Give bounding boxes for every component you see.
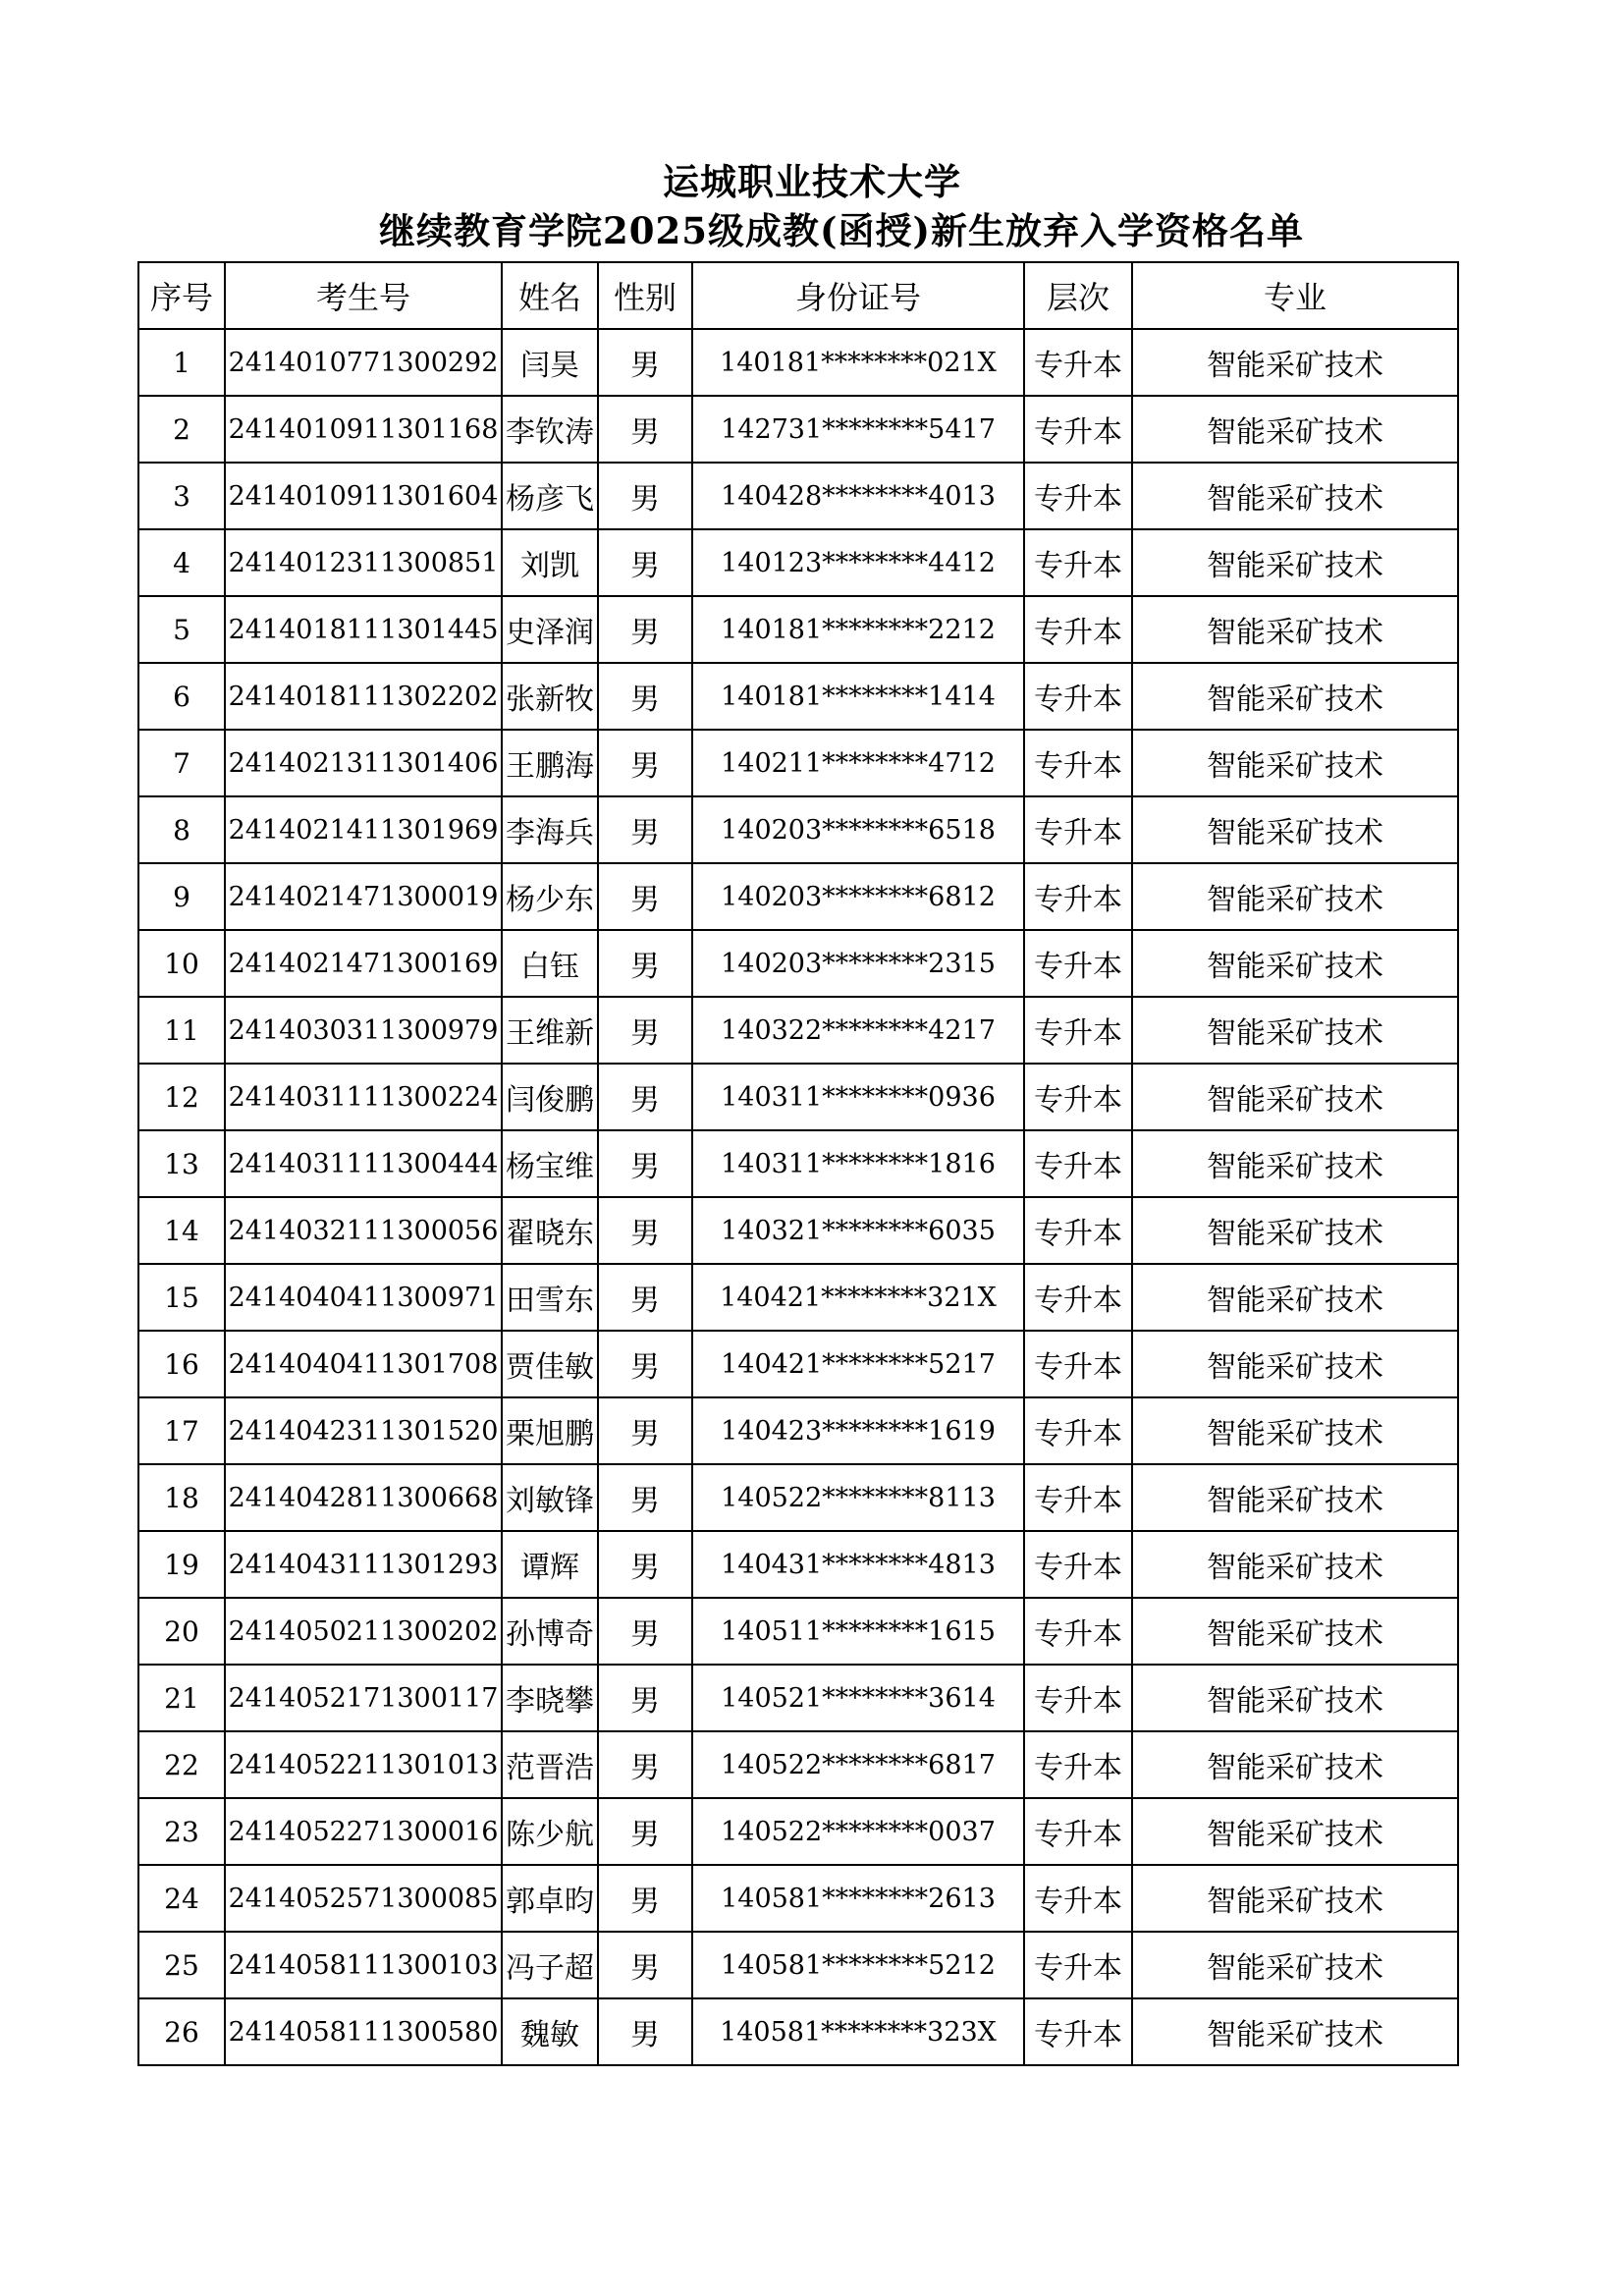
name-cell: 闫昊 — [502, 329, 598, 396]
name-cell: 李钦涛 — [502, 396, 598, 463]
table-row — [138, 1531, 1458, 1598]
gender-cell: 男 — [598, 529, 692, 596]
table-row — [138, 1397, 1458, 1464]
major-cell: 智能采矿技术 — [1132, 1130, 1458, 1197]
id-number-cell: 140521********3614 — [692, 1665, 1024, 1731]
id-number-cell: 140522********6817 — [692, 1731, 1024, 1798]
level-cell: 专升本 — [1024, 1264, 1132, 1331]
level-cell: 专升本 — [1024, 1130, 1132, 1197]
level-cell: 专升本 — [1024, 730, 1132, 796]
serial-cell: 26 — [138, 1998, 225, 2065]
level-cell: 专升本 — [1024, 596, 1132, 663]
major-cell: 智能采矿技术 — [1132, 663, 1458, 730]
exam-number-cell: 2414032111300056 — [225, 1197, 502, 1264]
major-cell: 智能采矿技术 — [1132, 1932, 1458, 1998]
name-cell: 陈少航 — [502, 1798, 598, 1865]
serial-cell: 20 — [138, 1598, 225, 1665]
id-number-cell: 140428********4013 — [692, 463, 1024, 529]
major-cell: 智能采矿技术 — [1132, 1998, 1458, 2065]
table-header — [138, 262, 1458, 329]
exam-number-cell: 2414058111300580 — [225, 1998, 502, 2065]
level-cell: 专升本 — [1024, 1197, 1132, 1264]
major-cell: 智能采矿技术 — [1132, 1531, 1458, 1598]
id-number-cell: 140181********2212 — [692, 596, 1024, 663]
name-cell: 谭辉 — [502, 1531, 598, 1598]
table-row — [138, 1998, 1458, 2065]
serial-cell: 1 — [138, 329, 225, 396]
major-cell: 智能采矿技术 — [1132, 930, 1458, 997]
name-cell: 李海兵 — [502, 796, 598, 863]
gender-cell: 男 — [598, 1064, 692, 1130]
table-row — [138, 930, 1458, 997]
gender-cell: 男 — [598, 1932, 692, 1998]
serial-cell: 18 — [138, 1464, 225, 1531]
id-number-cell: 140203********6518 — [692, 796, 1024, 863]
name-cell: 栗旭鹏 — [502, 1397, 598, 1464]
gender-cell: 男 — [598, 396, 692, 463]
major-cell: 智能采矿技术 — [1132, 1264, 1458, 1331]
serial-cell: 15 — [138, 1264, 225, 1331]
level-cell: 专升本 — [1024, 1331, 1132, 1397]
name-cell: 魏敏 — [502, 1998, 598, 2065]
serial-cell: 6 — [138, 663, 225, 730]
major-cell: 智能采矿技术 — [1132, 396, 1458, 463]
exam-number-cell: 2414010911301604 — [225, 463, 502, 529]
serial-cell: 2 — [138, 396, 225, 463]
major-cell: 智能采矿技术 — [1132, 529, 1458, 596]
table-row — [138, 1665, 1458, 1731]
table-row — [138, 1331, 1458, 1397]
id-number-cell: 140522********8113 — [692, 1464, 1024, 1531]
name-cell: 杨彦飞 — [502, 463, 598, 529]
serial-cell: 11 — [138, 997, 225, 1064]
level-cell: 专升本 — [1024, 930, 1132, 997]
serial-cell: 14 — [138, 1197, 225, 1264]
table-row — [138, 730, 1458, 796]
major-cell: 智能采矿技术 — [1132, 1598, 1458, 1665]
exam-number-cell: 2414018111302202 — [225, 663, 502, 730]
document-title-block — [0, 157, 1624, 255]
level-cell: 专升本 — [1024, 796, 1132, 863]
level-cell: 专升本 — [1024, 997, 1132, 1064]
serial-cell: 22 — [138, 1731, 225, 1798]
id-number-cell: 140581********5212 — [692, 1932, 1024, 1998]
name-cell: 闫俊鹏 — [502, 1064, 598, 1130]
level-cell: 专升本 — [1024, 1397, 1132, 1464]
level-cell: 专升本 — [1024, 463, 1132, 529]
serial-cell: 3 — [138, 463, 225, 529]
serial-cell: 16 — [138, 1331, 225, 1397]
exam-number-cell: 2414030311300979 — [225, 997, 502, 1064]
header-serial: 序号 — [138, 262, 225, 329]
gender-cell: 男 — [598, 329, 692, 396]
id-number-cell: 140511********1615 — [692, 1598, 1024, 1665]
university-title: 运城职业技术大学 — [663, 160, 961, 203]
withdrawal-roster-table — [137, 261, 1459, 2066]
exam-number-cell: 2414042811300668 — [225, 1464, 502, 1531]
level-cell: 专升本 — [1024, 1064, 1132, 1130]
exam-number-cell: 2414040411301708 — [225, 1331, 502, 1397]
name-cell: 张新牧 — [502, 663, 598, 730]
id-number-cell: 140581********2613 — [692, 1865, 1024, 1932]
id-number-cell: 140423********1619 — [692, 1397, 1024, 1464]
name-cell: 白钰 — [502, 930, 598, 997]
gender-cell: 男 — [598, 1331, 692, 1397]
name-cell: 田雪东 — [502, 1264, 598, 1331]
exam-number-cell: 2414010911301168 — [225, 396, 502, 463]
level-cell: 专升本 — [1024, 529, 1132, 596]
gender-cell: 男 — [598, 596, 692, 663]
gender-cell: 男 — [598, 1665, 692, 1731]
id-number-cell: 140522********0037 — [692, 1798, 1024, 1865]
table-row — [138, 1731, 1458, 1798]
gender-cell: 男 — [598, 863, 692, 930]
id-number-cell: 140203********2315 — [692, 930, 1024, 997]
level-cell: 专升本 — [1024, 396, 1132, 463]
serial-cell: 5 — [138, 596, 225, 663]
exam-number-cell: 2414010771300292 — [225, 329, 502, 396]
exam-number-cell: 2414052571300085 — [225, 1865, 502, 1932]
serial-cell: 12 — [138, 1064, 225, 1130]
exam-number-cell: 2414058111300103 — [225, 1932, 502, 1998]
gender-cell: 男 — [598, 1598, 692, 1665]
serial-cell: 23 — [138, 1798, 225, 1865]
gender-cell: 男 — [598, 997, 692, 1064]
serial-cell: 21 — [138, 1665, 225, 1731]
id-number-cell: 140123********4412 — [692, 529, 1024, 596]
table-row — [138, 396, 1458, 463]
name-cell: 王维新 — [502, 997, 598, 1064]
name-cell: 孙博奇 — [502, 1598, 598, 1665]
header-id-number: 身份证号 — [692, 262, 1024, 329]
table-row — [138, 863, 1458, 930]
gender-cell: 男 — [598, 1197, 692, 1264]
gender-cell: 男 — [598, 663, 692, 730]
exam-number-cell: 2414021311301406 — [225, 730, 502, 796]
major-cell: 智能采矿技术 — [1132, 1331, 1458, 1397]
level-cell: 专升本 — [1024, 1531, 1132, 1598]
id-number-cell: 140431********4813 — [692, 1531, 1024, 1598]
gender-cell: 男 — [598, 796, 692, 863]
name-cell: 贾佳敏 — [502, 1331, 598, 1397]
id-number-cell: 140581********323X — [692, 1998, 1024, 2065]
name-cell: 史泽润 — [502, 596, 598, 663]
table-row — [138, 1197, 1458, 1264]
serial-cell: 24 — [138, 1865, 225, 1932]
level-cell: 专升本 — [1024, 329, 1132, 396]
exam-number-cell: 2414021471300019 — [225, 863, 502, 930]
table-row — [138, 1130, 1458, 1197]
major-cell: 智能采矿技术 — [1132, 596, 1458, 663]
level-cell: 专升本 — [1024, 863, 1132, 930]
id-number-cell: 142731********5417 — [692, 396, 1024, 463]
major-cell: 智能采矿技术 — [1132, 730, 1458, 796]
major-cell: 智能采矿技术 — [1132, 1731, 1458, 1798]
level-cell: 专升本 — [1024, 1731, 1132, 1798]
level-cell: 专升本 — [1024, 1598, 1132, 1665]
major-cell: 智能采矿技术 — [1132, 329, 1458, 396]
level-cell: 专升本 — [1024, 1464, 1132, 1531]
header-major: 专业 — [1132, 262, 1458, 329]
serial-cell: 25 — [138, 1932, 225, 1998]
name-cell: 杨宝维 — [502, 1130, 598, 1197]
level-cell: 专升本 — [1024, 1665, 1132, 1731]
exam-number-cell: 2414052271300016 — [225, 1798, 502, 1865]
id-number-cell: 140321********6035 — [692, 1197, 1024, 1264]
exam-number-cell: 2414043111301293 — [225, 1531, 502, 1598]
major-cell: 智能采矿技术 — [1132, 1665, 1458, 1731]
serial-cell: 9 — [138, 863, 225, 930]
name-cell: 郭卓昀 — [502, 1865, 598, 1932]
exam-number-cell: 2414031111300224 — [225, 1064, 502, 1130]
header-name: 姓名 — [502, 262, 598, 329]
exam-number-cell: 2414018111301445 — [225, 596, 502, 663]
gender-cell: 男 — [598, 1130, 692, 1197]
exam-number-cell: 2414042311301520 — [225, 1397, 502, 1464]
level-cell: 专升本 — [1024, 663, 1132, 730]
id-number-cell: 140211********4712 — [692, 730, 1024, 796]
serial-cell: 7 — [138, 730, 225, 796]
gender-cell: 男 — [598, 930, 692, 997]
header-level: 层次 — [1024, 262, 1132, 329]
major-cell: 智能采矿技术 — [1132, 863, 1458, 930]
gender-cell: 男 — [598, 1397, 692, 1464]
major-cell: 智能采矿技术 — [1132, 1865, 1458, 1932]
id-number-cell: 140322********4217 — [692, 997, 1024, 1064]
exam-number-cell: 2414021411301969 — [225, 796, 502, 863]
table-row — [138, 463, 1458, 529]
table-row — [138, 796, 1458, 863]
table-row — [138, 663, 1458, 730]
name-cell: 王鹏海 — [502, 730, 598, 796]
table-row — [138, 1264, 1458, 1331]
level-cell: 专升本 — [1024, 1798, 1132, 1865]
gender-cell: 男 — [598, 730, 692, 796]
serial-cell: 8 — [138, 796, 225, 863]
name-cell: 杨少东 — [502, 863, 598, 930]
exam-number-cell: 2414040411300971 — [225, 1264, 502, 1331]
table-row — [138, 1865, 1458, 1932]
table-row — [138, 1932, 1458, 1998]
gender-cell: 男 — [598, 463, 692, 529]
serial-cell: 17 — [138, 1397, 225, 1464]
exam-number-cell: 2414031111300444 — [225, 1130, 502, 1197]
serial-cell: 19 — [138, 1531, 225, 1598]
exam-number-cell: 2414050211300202 — [225, 1598, 502, 1665]
exam-number-cell: 2414012311300851 — [225, 529, 502, 596]
gender-cell: 男 — [598, 1531, 692, 1598]
id-number-cell: 140203********6812 — [692, 863, 1024, 930]
serial-cell: 4 — [138, 529, 225, 596]
major-cell: 智能采矿技术 — [1132, 1064, 1458, 1130]
table-row — [138, 596, 1458, 663]
table-row — [138, 997, 1458, 1064]
major-cell: 智能采矿技术 — [1132, 1397, 1458, 1464]
gender-cell: 男 — [598, 1731, 692, 1798]
id-number-cell: 140421********5217 — [692, 1331, 1024, 1397]
id-number-cell: 140181********021X — [692, 329, 1024, 396]
name-cell: 冯子超 — [502, 1932, 598, 1998]
table-row — [138, 1598, 1458, 1665]
table-row — [138, 1464, 1458, 1531]
name-cell: 李晓攀 — [502, 1665, 598, 1731]
major-cell: 智能采矿技术 — [1132, 1798, 1458, 1865]
name-cell: 翟晓东 — [502, 1197, 598, 1264]
table-row — [138, 1064, 1458, 1130]
id-number-cell: 140421********321X — [692, 1264, 1024, 1331]
header-exam-number: 考生号 — [225, 262, 502, 329]
major-cell: 智能采矿技术 — [1132, 796, 1458, 863]
table-row — [138, 529, 1458, 596]
major-cell: 智能采矿技术 — [1132, 463, 1458, 529]
major-cell: 智能采矿技术 — [1132, 1464, 1458, 1531]
level-cell: 专升本 — [1024, 1998, 1132, 2065]
table-row — [138, 1798, 1458, 1865]
header-gender: 性别 — [598, 262, 692, 329]
gender-cell: 男 — [598, 1865, 692, 1932]
header-row — [138, 262, 1458, 329]
exam-number-cell: 2414052171300117 — [225, 1665, 502, 1731]
table-body — [138, 329, 1458, 2065]
major-cell: 智能采矿技术 — [1132, 997, 1458, 1064]
major-cell: 智能采矿技术 — [1132, 1197, 1458, 1264]
gender-cell: 男 — [598, 1998, 692, 2065]
id-number-cell: 140311********1816 — [692, 1130, 1024, 1197]
serial-cell: 13 — [138, 1130, 225, 1197]
gender-cell: 男 — [598, 1464, 692, 1531]
id-number-cell: 140311********0936 — [692, 1064, 1024, 1130]
table-row — [138, 329, 1458, 396]
gender-cell: 男 — [598, 1264, 692, 1331]
level-cell: 专升本 — [1024, 1932, 1132, 1998]
name-cell: 范晋浩 — [502, 1731, 598, 1798]
list-title: 继续教育学院2025级成教(函授)新生放弃入学资格名单 — [379, 209, 1304, 252]
gender-cell: 男 — [598, 1798, 692, 1865]
id-number-cell: 140181********1414 — [692, 663, 1024, 730]
name-cell: 刘凯 — [502, 529, 598, 596]
name-cell: 刘敏锋 — [502, 1464, 598, 1531]
level-cell: 专升本 — [1024, 1865, 1132, 1932]
exam-number-cell: 2414021471300169 — [225, 930, 502, 997]
exam-number-cell: 2414052211301013 — [225, 1731, 502, 1798]
serial-cell: 10 — [138, 930, 225, 997]
